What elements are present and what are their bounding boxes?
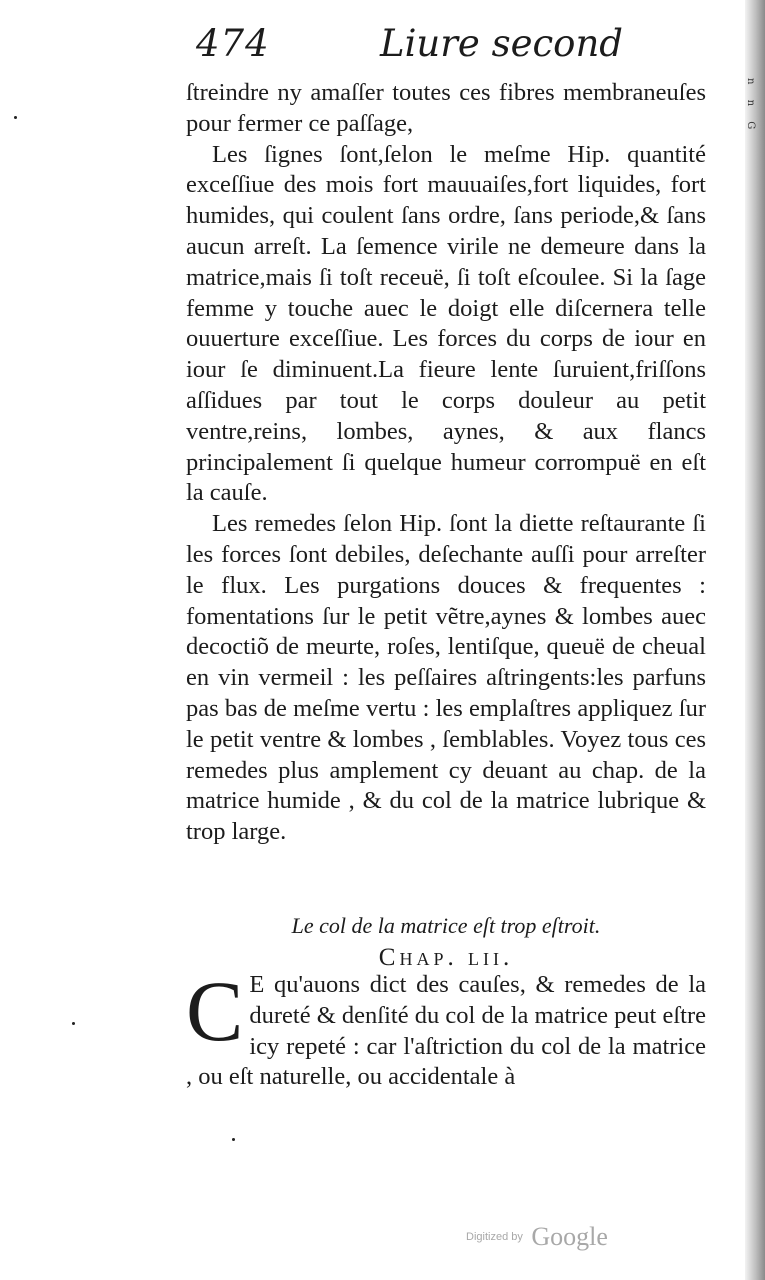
- gutter-marks: n n G: [745, 78, 756, 136]
- page-number: 474: [196, 22, 270, 65]
- drop-cap: C: [186, 963, 244, 1059]
- binding-gutter: [745, 0, 765, 1280]
- running-head: Liure second: [380, 22, 623, 65]
- ink-speck: [232, 1138, 235, 1141]
- body-text: [186, 78, 706, 848]
- section-heading: Le col de la matrice eſt trop eſtroit.: [291, 913, 601, 938]
- watermark-prefix: Digitized by: [466, 1231, 523, 1243]
- digitized-watermark: [466, 1222, 608, 1252]
- paragraph-signes: Les ſignes ſont,ſelon le meſme Hip. quantité exceſſiue des mois fort mauuaiſes,fort liquides, fort humides, qui coulent ſans ordre, ſans periode,& ſans aucun arreſt. La ſemence virile ne demeure dans la matrice,mais ſi toſt receuë, ſi toſt eſcoulee. Si la ſage femme y touche auec le doigt elle diſcernera telle ouuerture exceſſiue. Les forces du corps de iour en iour ſe diminuent.La fieure lente ſuruient,friſſons aſſidues par tout le corps douleur au petit ventre,reins, lombes, aynes, & aux flancs principalement ſi quelque humeur corrompuë en eſt la cauſe.: [186, 140, 706, 507]
- chapter-paragraph: E qu'auons dict des cauſes, & remedes de la dureté & denſité du col de la matrice peut eſtre icy repeté : car l'aſtriction du col de la matrice , ou eſt naturelle, ou accidentale à: [186, 971, 706, 1091]
- chapter-text: [186, 963, 706, 1093]
- paragraph-continuation: ſtreindre ny amaſſer toutes ces fibres membraneuſes pour fermer ce paſſage,: [186, 79, 706, 137]
- ink-speck: [72, 1022, 75, 1025]
- ink-speck: [14, 116, 17, 119]
- watermark-brand: Google: [531, 1222, 608, 1251]
- paragraph-remedes: Les remedes ſelon Hip. ſont la diette reſtaurante ſi les forces ſont debiles, deſechante auſſi pour arreſter le flux. Les purgations douces & frequentes : fomentations ſur le petit vẽtre,aynes & lombes auec decoctiõ de meurte, roſes, lentiſque, queuë de cheual en vin vermeil : les peſſaires aſtringents:les parfuns pas bas de meſme vertu : les emplaſtres appliquez ſur le petit ventre & lombes , ſemblables. Voyez tous ces remedes plus amplement cy deuant au chap. de la matrice humide , & du col de la matrice lubrique & trop large.: [186, 510, 706, 846]
- chapter-number: Chap. lii.: [378, 944, 514, 971]
